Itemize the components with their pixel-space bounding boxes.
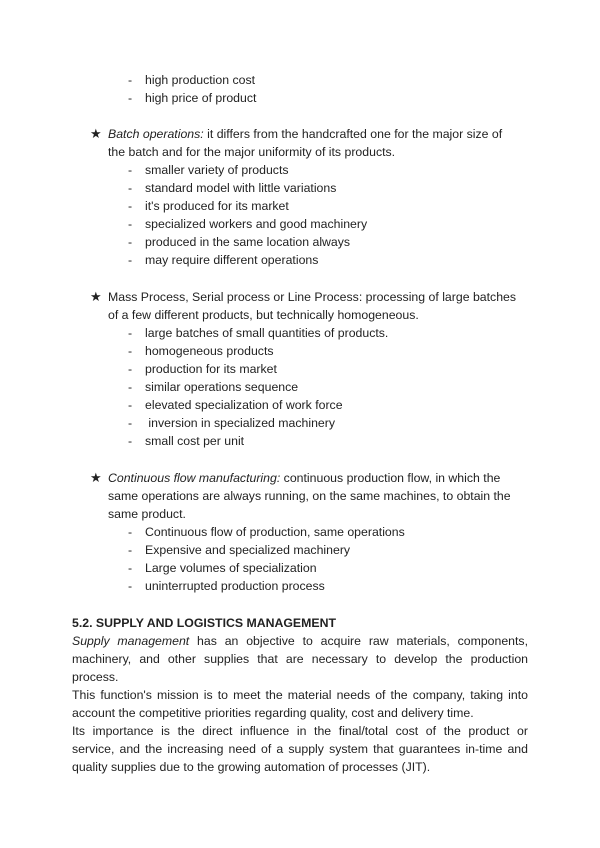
dash-icon: - [128, 253, 133, 267]
document-page: - high production cost - high price of product ★ Batch operations: it differs from the handcrafted one for the major size of the batch and for the major uniformity of its products. - smaller variety of products - standard model with little variations - it's produced for its market - specialized workers and good machinery - produced in the same location always - may require different operations ★ Mass Process, Serial process or Line Process: processing of large batches of a few different products, but technically homogeneous. - large batches of small quantities of products. - homogeneous products - production for its market - similar operations sequence - elevated specialization of work force - inversion in specialized machinery - small cost per unit ★ Continuous flow manufacturing: continuous production flow, in which the same operations are always running, on the same machines, to obtain the same product. - Continuous flow of production, same operations - Expensive and specialized machinery - Large volumes of specialization - uninterrupted production process 5.2. SUPPLY AND LOGISTICS MANAGEMENT Supply management has an objective to acquire raw materials, components, machinery, and other supplies that are necessary to develop the production process. This function's mission is to meet the material needs of the company, taking into account the competitive priorities regarding quality, cost and delivery time. Its importance is the direct influence in the final/total cost of the product or service, and the increasing need of a supply system that guarantees in-time and quality supplies due to the growing automation of processes (JIT). [72, 73, 529, 774]
dash-icon: - [128, 344, 133, 358]
dash-icon: - [128, 181, 133, 195]
dash-icon: - [128, 416, 133, 430]
star-icon: ★ [90, 289, 102, 304]
dash-icon: - [128, 579, 133, 593]
dash-icon: - [128, 326, 133, 340]
star-icon: ★ [90, 470, 102, 485]
dash-icon: - [128, 163, 133, 177]
star-icon: ★ [90, 126, 102, 141]
section-heading: 5.2. SUPPLY AND LOGISTICS MANAGEMENT [72, 616, 336, 630]
dash-icon: - [128, 543, 133, 557]
dash-icon: - [128, 561, 133, 575]
paragraph-supply-management: Supply management has an objective to acquire raw materials, components, machinery, and other supplies that are necessary to develop the production process. [72, 634, 529, 684]
dash-icon: - [128, 91, 133, 105]
paragraph-mission: This function's mission is to meet the material needs of the company, taking into account the competitive priorities regarding quality, cost and delivery time. [72, 688, 528, 720]
dash-icon: - [128, 398, 133, 412]
dash-icon: - [128, 525, 133, 539]
dash-icon: - [128, 73, 133, 87]
dash-icon: - [128, 235, 133, 249]
dash-icon: - [128, 199, 133, 213]
dash-icon: - [128, 380, 133, 394]
dash-icon: - [128, 217, 133, 231]
paragraph-importance: Its importance is the direct influence in the final/total cost of the product or service, and the increasing need of a supply system that guarantees in-time and quality supplies due to the growing automation of processes (JIT). [72, 724, 528, 774]
dash-icon: - [128, 434, 133, 448]
dash-icon: - [128, 362, 133, 376]
